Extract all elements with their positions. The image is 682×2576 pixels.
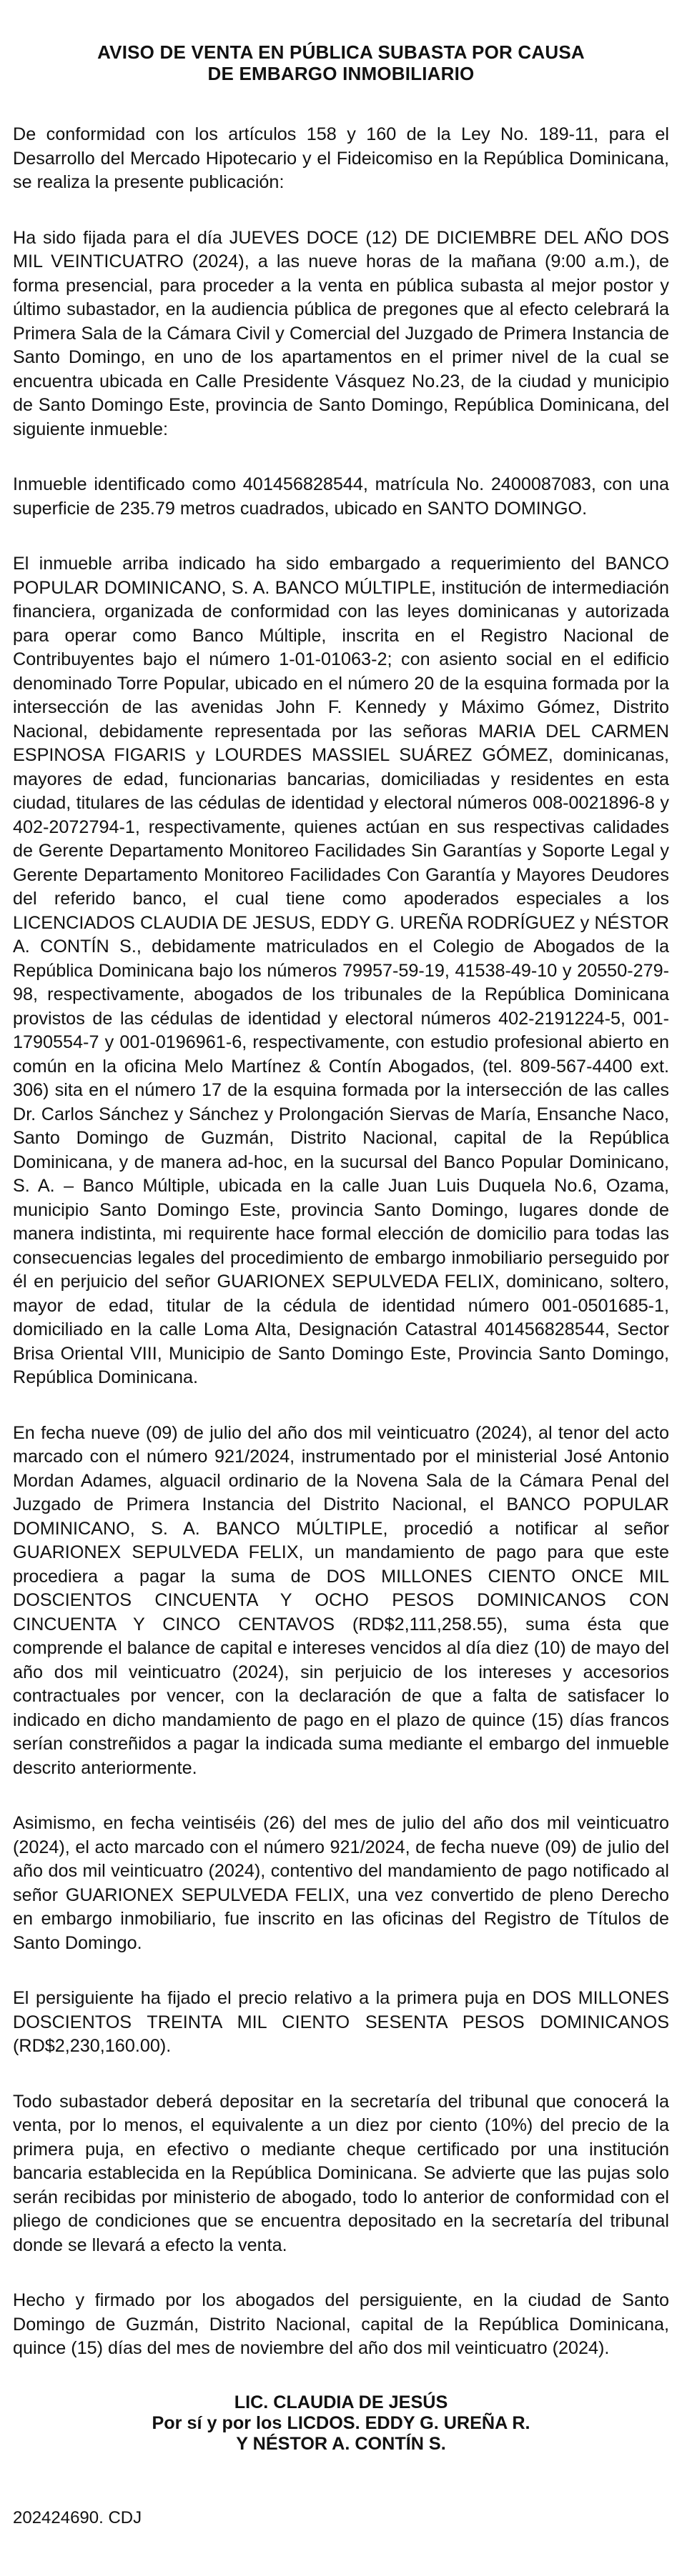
notice-title-line-1: AVISO DE VENTA EN PÚBLICA SUBASTA POR CAUSA [97, 41, 585, 63]
signature-line-3: Y NÉSTOR A. CONTÍN S. [236, 2433, 446, 2454]
paragraph-creditor-details: El inmueble arriba indicado ha sido embargado a requerimiento del BANCO POPULAR DOMINICANO, S. A. BANCO MÚLTIPLE, institución de intermediación financiera, organizada de conformidad con las leyes dominicanas y autorizada para operar como Banco Múltiple, inscrita en el Registro Nacional de Contribuyentes bajo el número 1-01-01063-2; con asiento social en el edificio denominado Torre Popular, ubicado en el número 20 de la esquina formada por la intersección de las avenidas John F. Kennedy y Máximo Gómez, Distrito Nacional, debidamente representada por las señoras MARIA DEL CARMEN ESPINOSA FIGARIS y LOURDES MASSIEL SUÁREZ GÓMEZ, dominicanas, mayores de edad, funcionarias bancarias, domiciliadas y residentes en esta ciudad, titulares de las cédulas de identidad y electoral números 008-0021896-8 y 402-2072794-1, respectivamente, quienes actúan en sus respectivas calidades de Gerente Departamento Monitoreo Facilidades Sin Garantías y Soporte Legal y Gerente Departamento Monitoreo Facilidades Con Garantía y Mayores Deudores del referido banco, el cual tiene como apoderados especiales a los LICENCIADOS CLAUDIA DE JESUS, EDDY G. UREÑA RODRÍGUEZ y NÉSTOR A. CONTÍN S., debidamente matriculados en el Colegio de Abogados de la República Dominicana bajo los números 79957-59-19, 41538-49-10 y 20550-279-98, respectivamente, abogados de los tribunales de la República Dominicana provistos de las cédulas de identidad y electoral números 402-2191224-5, 001-1790554-7 y 001-0196961-6, respectivamente, con estudio profesional abierto en común en la oficina Melo Martínez & Contín Abogados, (tel. 809-567-4400 ext. 306) sita en el número 17 de la esquina formada por la intersección de las calles Dr. Carlos Sánchez y Sánchez y Prolongación Siervas de María, Ensanche Naco, Santo Domingo de Guzmán, Distrito Nacional, capital de la República Dominicana, y de manera ad-hoc, en la sucursal del Banco Popular Dominicano, S. A. – Banco Múltiple, ubicada en la calle Juan Luis Duquela No.6, Ozama, municipio Santo Domingo Este, provincia Santo Domingo, lugares donde de manera indistinta, mi requirente hace formal elección de domicilio para todas las consecuencias legales del procedimiento de embargo inmobiliario perseguido por él en perjuicio del señor GUARIONEX SEPULVEDA FELIX, dominicano, soltero, mayor de edad, titular de la cédula de identidad número 001-0501685-1, domiciliado en la calle Loma Alta, Designación Catastral 401456828544, Sector Brisa Oriental VIII, Municipio de Santo Domingo Este, Provincia Santo Domingo, República Dominicana. [13, 554, 669, 1387]
paragraph-registration: Asimismo, en fecha veintiséis (26) del mes de julio del año dos mil veinticuatro (2024), el acto marcado con el número 921/2024, de fecha nueve (09) de julio del año dos mil veinticuatro (2024), contentivo del mandamiento de pago notificado al señor GUARIONEX SEPULVEDA FELIX, una vez convertido de pleno Derecho en embargo inmobiliario, fue inscrito en las oficinas del Registro de Títulos de Santo Domingo. [13, 1813, 669, 1953]
paragraph-bidder-deposit: Todo subastador deberá depositar en la secretaría del tribunal que conocerá la venta, por lo menos, el equivalente a un diez por ciento (10%) del precio de la primera puja, en efectivo o mediante cheque certificado por una institución bancaria establecida en la República Dominicana. Se advierte que las pujas solo serán recibidas por ministerio de abogado, todo lo anterior de conformidad con el pliego de condiciones que se encuentra depositado en la secretaría del tribunal donde se llevará a efecto la venta. [13, 2091, 669, 2255]
reference-code: 202424690. CDJ [13, 2507, 142, 2527]
signature-block [13, 2392, 669, 2455]
paragraph-payment-order: En fecha nueve (09) de julio del año dos mil veinticuatro (2024), al tenor del acto marcado con el número 921/2024, instrumentado por el ministerial José Antonio Mordan Adames, alguacil ordinario de la Novena Sala de la Cámara Penal del Juzgado de Primera Instancia del Distrito Nacional, el BANCO POPULAR DOMINICANO, S. A. BANCO MÚLTIPLE, procedió a notificar al señor GUARIONEX SEPULVEDA FELIX, un mandamiento de pago para que este procediera a pagar la suma de DOS MILLONES CIENTO ONCE MIL DOSCIENTOS CINCUENTA Y OCHO PESOS DOMINICANOS CON CINCUENTA Y CINCO CENTAVOS (RD$2,111,258.55), suma ésta que comprende el balance de capital e intereses vencidos al día diez (10) de mayo del año dos mil veinticuatro (2024), sin perjuicio de los intereses y accesorios contractuales por vencer, con la declaración de que a falta de satisfacer lo indicado en dicho mandamiento de pago en el plazo de quince (15) días francos serían constreñidos a pagar la indicada suma mediante el embargo del inmueble descrito anteriormente. [13, 1422, 669, 1778]
paragraph-signed-by: Hecho y firmado por los abogados del persiguiente, en la ciudad de Santo Domingo de Guzmán, Distrito Nacional, capital de la República Dominicana, quince (15) días del mes de noviembre del año dos mil veinticuatro (2024). [13, 2290, 669, 2358]
notice-title-line-2: DE EMBARGO INMOBILIARIO [207, 63, 475, 84]
paragraph-auction-date: Ha sido fijada para el día JUEVES DOCE (12) DE DICIEMBRE DEL AÑO DOS MIL VEINTICUATRO (2024), a las nueve horas de la mañana (9:00 a.m.), de forma presencial, para proceder a la venta en pública subasta al mejor postor y último subastador, en la audiencia pública de pregones que al efecto celebrará la Primera Sala de la Cámara Civil y Comercial del Juzgado de Primera Instancia de Santo Domingo, en uno de los apartamentos en el primer nivel de la cual se encuentra ubicada en Calle Presidente Vásquez No.23, de la ciudad y municipio de Santo Domingo Este, provincia de Santo Domingo, República Dominicana, del siguiente inmueble: [13, 227, 669, 439]
paragraph-property-id: Inmueble identificado como 401456828544, matrícula No. 2400087083, con una superficie de 235.79 metros cuadrados, ubicado en SANTO DOMINGO. [13, 474, 669, 519]
paragraph-legal-basis: De conformidad con los artículos 158 y 160 de la Ley No. 189-11, para el Desarrollo del Mercado Hipotecario y el Fideicomiso en la República Dominicana, se realiza la presente publicación: [13, 124, 669, 192]
signature-line-2: Por sí y por los LICDOS. EDDY G. UREÑA R. [152, 2412, 530, 2433]
signature-line-1: LIC. CLAUDIA DE JESÚS [234, 2392, 448, 2412]
paragraph-first-bid-price: El persiguiente ha fijado el precio relativo a la primera puja en DOS MILLONES DOSCIENTOS TREINTA MIL CIENTO SESENTA PESOS DOMINICANOS (RD$2,230,160.00). [13, 1988, 669, 2056]
notice-title [13, 41, 669, 84]
